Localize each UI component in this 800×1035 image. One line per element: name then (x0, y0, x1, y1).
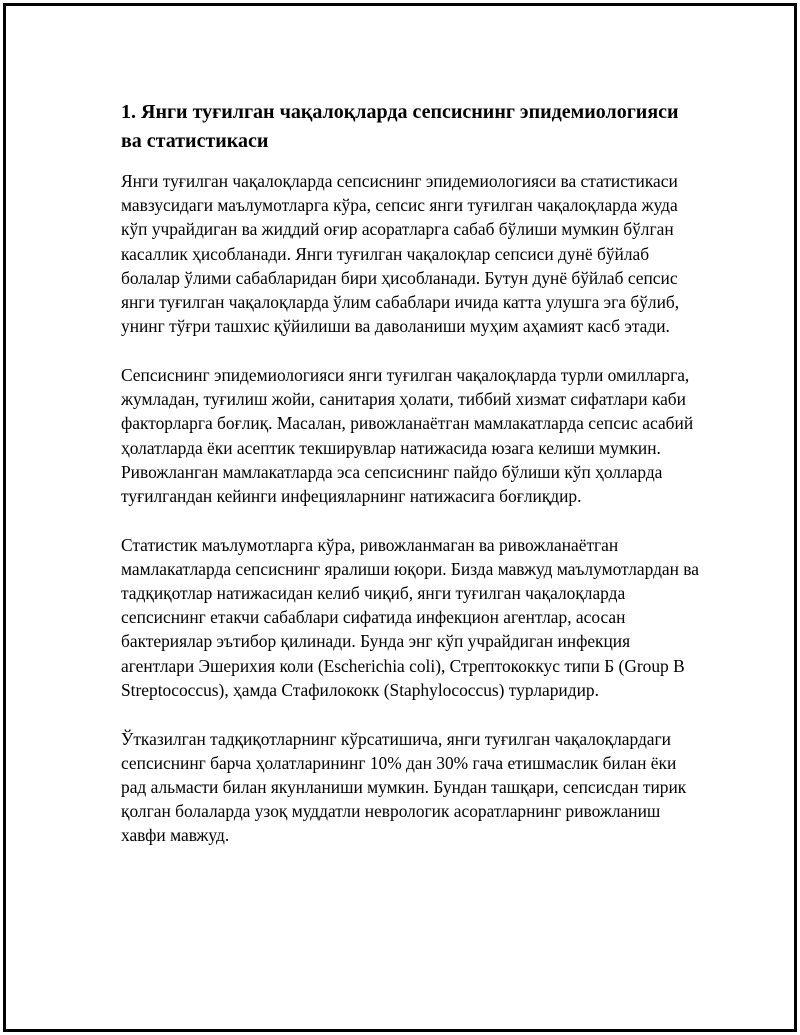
paragraph-risk-factors: Сепсиснинг эпидемиологияси янги туғилган чақалоқларда турли омилларга, жумладан, туғилиш жойи, санитария ҳолати, тиббий хизмат сифатлари каби факторларга боғлиқ. Масалан, ривожланаётган мамлакатларда сепсис асабий ҳолатларда ёки асептик текширувлар натижасида юзага келиши мумкин. Ривожланган мамлакатларда эса сепсиснинг пайдо бўлиши кўп ҳолларда туғилгандан кейинги инфецияларнинг натижасига боғлиқдир. (121, 364, 694, 506)
paragraph-epidemiology-intro: Янги туғилган чақалоқларда сепсиснинг эпидемиологияси ва статистикаси мавзусидаги маълумотларга кўра, сепсис янги туғилган чақалоқларда жуда кўп учрайдиган ва жиддий оғир асоратларга сабаб бўлиши мумкин бўлган касаллик ҳисобланади. Янги туғилган чақалоқлар сепсиси дунё бўйлаб болалар ўлими сабабларидан бири ҳисобланади. Бутун дунё бўйлаб сепсис янги туғилган чақалоқларда ўлим сабаблари ичида катта улушга эга бўлиб, унинг тўғри ташхис қўйилиши ва даволаниши муҳим аҳамият касб этади. (121, 171, 680, 337)
document-body (121, 98, 701, 872)
page-frame (3, 3, 797, 1032)
paragraph-outcomes: Ўтказилган тадқиқотларнинг кўрсатишича, янги туғилган чақалоқлардаги сепсиснинг барча ҳолатларининг 10% дан 30% гача етишмаслик билан ёки рад альмасти билан якунланиши мумкин. Бундан ташқари, сепсисдан тирик қолган болаларда узоқ муддатли неврологик асоратларнинг ривожланиш хавфи мавжуд. (121, 728, 687, 846)
section-title: 1. Янги туғилган чақалоқларда сепсиснинг эпидемиологияси ва статистикаси (121, 101, 679, 152)
paragraph-statistics-pathogens: Статистик маълумотларга кўра, ривожланмаган ва ривожланаётган мамлакатларда сепсиснинг яралиши юқори. Бизда мавжуд маълумотлардан ва тадқиқотлар натижасидан келиб чиқиб, янги туғилган чақалоқларда сепсиснинг етакчи сабаблари сифатида инфекцион агентлар, асосан бактериялар эътибор қилинади. Бунда энг кўп учрайдиган инфекция агентлари Эшерихия коли (Escherichia coli), Стрептококкус типи Б (Group B Streptococcus), ҳамда Стафилококк (Staphylococcus) турларидир. (121, 534, 699, 700)
